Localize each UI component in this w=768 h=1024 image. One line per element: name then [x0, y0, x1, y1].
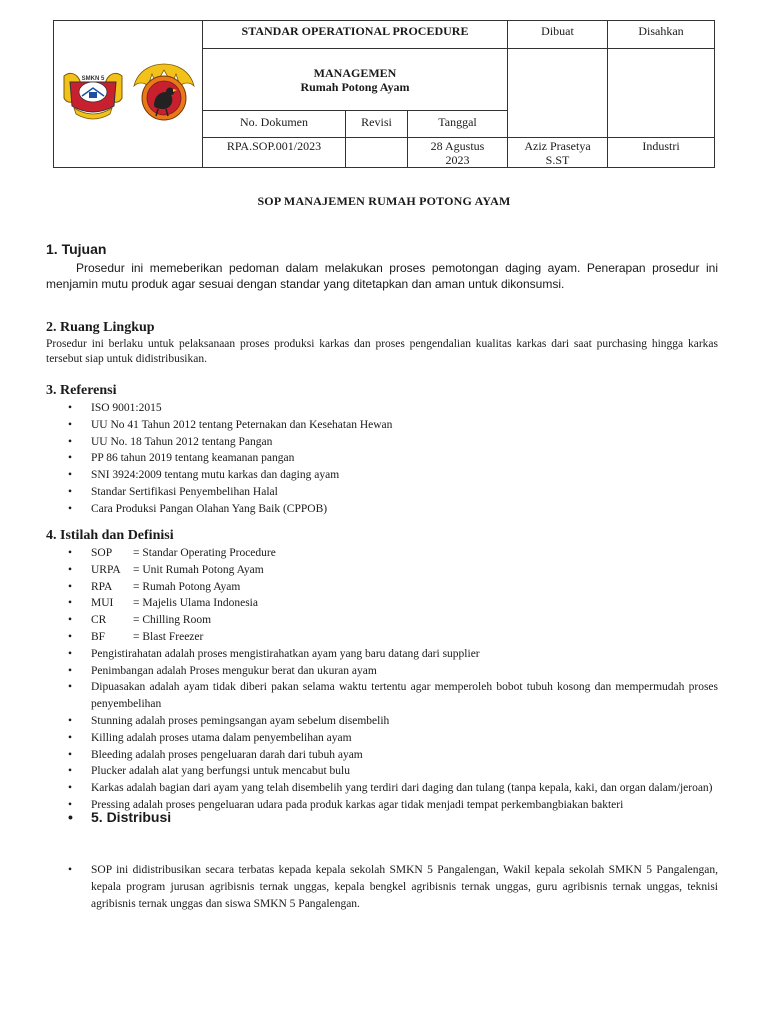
- abbr-term: MUI: [91, 597, 114, 610]
- disahkan-label: Disahkan: [608, 21, 715, 49]
- abbr-term: URPA: [91, 563, 121, 576]
- tanggal-value-line1: 28 Agustus: [430, 139, 485, 153]
- list-item: • Pengistirahatan adalah proses mengistirahatkan ayam yang baru datang dari supplier: [46, 646, 718, 663]
- section-1-text: Prosedur ini memeberikan pedoman dalam melakukan proses pemotongan daging ayam. Penerapan prosedur ini menjamin mutu produk agar sesuai dengan standar yang ditetapkan dan aman untuk dikonsumsi.: [46, 261, 718, 291]
- list-item: • SNI 3924:2009 tentang mutu karkas dan daging ayam: [46, 467, 718, 484]
- section-3-heading: 3. Referensi: [46, 383, 117, 398]
- abbr-def: = Chilling Room: [133, 614, 212, 627]
- abbr-def: = Rumah Potong Ayam: [133, 580, 241, 593]
- list-item: • Stunning adalah proses pemingsangan ayam sebelum disembelih: [46, 713, 718, 730]
- references-list: [46, 400, 718, 518]
- dibuat-value-line2: S.ST: [545, 153, 570, 167]
- sop-title-cell: STANDAR OPERATIONAL PROCEDURE: [203, 21, 508, 49]
- list-item: [46, 579, 718, 596]
- dibuat-label: Dibuat: [508, 21, 608, 49]
- list-item: • PP 86 tahun 2019 tentang keamanan pangan: [46, 450, 718, 467]
- abbr-def: = Unit Rumah Potong Ayam: [133, 563, 264, 576]
- list-item: • ISO 9001:2015: [46, 400, 718, 417]
- list-item: • Karkas adalah bagian dari ayam yang telah disembelih yang terdiri dari daging dan tulang (tanpa kepala, kaki, dan organ dalam/jeroan): [46, 780, 718, 797]
- no-dokumen-value: RPA.SOP.001/2023: [203, 138, 346, 168]
- list-item: • UU No 41 Tahun 2012 tentang Peternakan dan Kesehatan Hewan: [46, 417, 718, 434]
- section-5-heading-text: 5. Distribusi: [91, 809, 172, 825]
- abbr-def: = Majelis Ulama Indonesia: [133, 597, 258, 610]
- no-dokumen-label: No. Dokumen: [203, 111, 346, 138]
- tanggal-value-line2: 2023: [445, 153, 470, 167]
- section-2-text: Prosedur ini berlaku untuk pelaksanaan proses produksi karkas dan proses pengendalian kualitas karkas dari saat purchasing hingga karkas tersebut siap untuk didistribusikan.: [46, 338, 718, 365]
- list-item: • Cara Produksi Pangan Olahan Yang Baik (CPPOB): [46, 501, 718, 518]
- list-item: • SOP ini didistribusikan secara terbatas kepada kepala sekolah SMKN 5 Pangalengan, Wakil kepala sekolah SMKN 5 Pangalengan, kepala program jurusan agribisnis ternak unggas, kepala bengkel agribisnis ternak unggas, guru agribisnis ternak unggas, teknisi agribisnis ternak unggas dan siswa SMKN 5 Pangalengan.: [46, 862, 718, 912]
- tanggal-label: Tanggal: [408, 111, 508, 138]
- list-item: • Killing adalah proses utama dalam penyembelihan ayam: [46, 730, 718, 747]
- abbr-term: SOP: [91, 547, 113, 559]
- section-4-heading: 4. Istilah dan Definisi: [46, 528, 174, 543]
- section-2-heading: 2. Ruang Lingkup: [46, 320, 155, 335]
- document-title: SOP MANAJEMEN RUMAH POTONG AYAM: [257, 194, 511, 208]
- tanggal-value: [408, 138, 508, 168]
- sop-header-table: [53, 20, 715, 168]
- disahkan-signature-cell: [608, 49, 715, 138]
- list-item: • Plucker adalah alat yang berfungsi untuk mencabut bulu: [46, 763, 718, 780]
- section-1-heading: 1. Tujuan: [46, 241, 107, 257]
- doc-name-line2: Rumah Potong Ayam: [300, 79, 410, 94]
- department-logo-icon: [132, 62, 196, 126]
- list-item: • Penimbangan adalah Proses mengukur berat dan ukuran ayam: [46, 663, 718, 680]
- revisi-value: [346, 138, 408, 168]
- list-item: [46, 595, 718, 612]
- bullet: •: [68, 809, 73, 825]
- abbr-term: RPA: [91, 580, 113, 593]
- distribution-list: [46, 862, 718, 912]
- list-item: [46, 612, 718, 629]
- dibuat-value-line1: Aziz Prasetya: [524, 139, 591, 153]
- section-5-heading: [46, 809, 171, 825]
- doc-name-line1: MANAGEMEN: [313, 65, 397, 80]
- list-item: • Dipuasakan adalah ayam tidak diberi pakan selama waktu tertentu agar memperoleh bobot tubuh kosong dan mempermudah proses penyembelihan: [46, 679, 718, 713]
- list-item: • Standar Sertifikasi Penyembelihan Halal: [46, 484, 718, 501]
- disahkan-value: Industri: [608, 138, 715, 168]
- abbr-term: CR: [91, 614, 107, 627]
- school-logo-icon: [60, 62, 126, 126]
- list-item: [46, 545, 718, 562]
- revisi-label: Revisi: [346, 111, 408, 138]
- list-item: [46, 629, 718, 646]
- list-item: [46, 562, 718, 579]
- doc-name-cell: [203, 49, 508, 111]
- list-item: • Pressing adalah proses pengeluaran udara pada produk karkas agar tidak menjadi tempat perkembangbiakan bakteri: [46, 797, 718, 814]
- school-logo-text: SMKN 5: [81, 76, 105, 82]
- logo-cell: [54, 21, 203, 168]
- list-item: • Bleeding adalah proses pengeluaran darah dari tubuh ayam: [46, 747, 718, 764]
- abbr-def: = Standar Operating Procedure: [133, 547, 276, 559]
- dibuat-value: [508, 138, 608, 168]
- abbr-term: BF: [91, 630, 106, 643]
- definitions-list: [46, 545, 718, 814]
- abbr-def: = Blast Freezer: [133, 630, 204, 643]
- dibuat-signature-cell: [508, 49, 608, 138]
- list-item: • UU No. 18 Tahun 2012 tentang Pangan: [46, 434, 718, 451]
